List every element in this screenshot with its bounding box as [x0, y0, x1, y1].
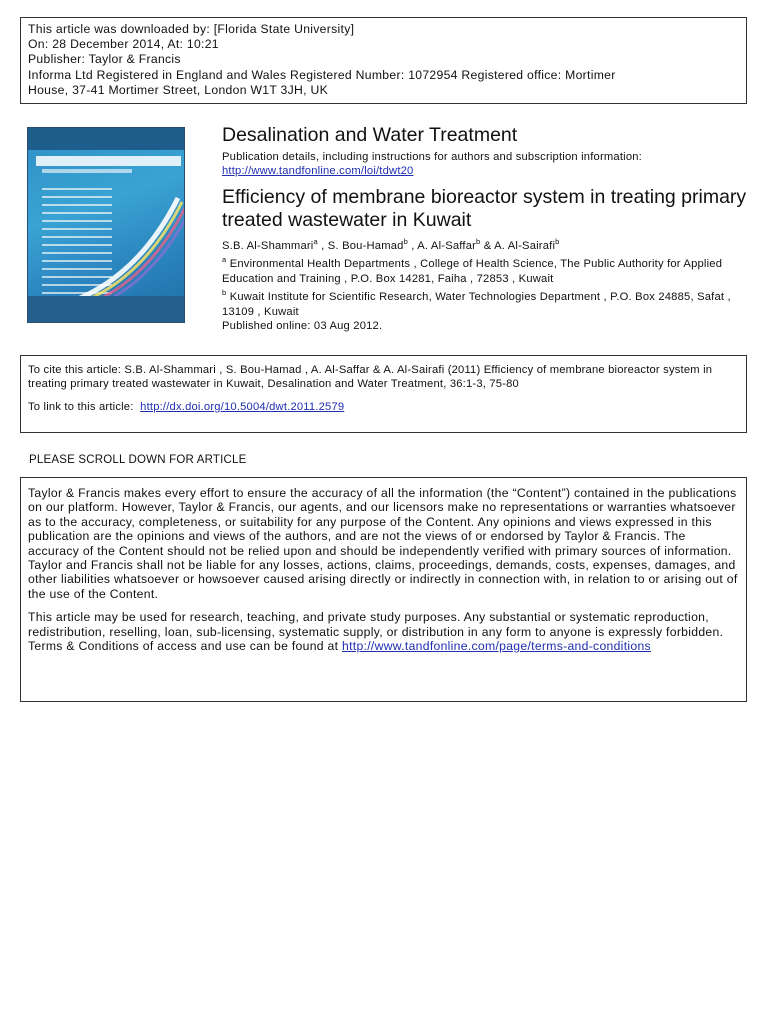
article-link-row — [28, 400, 739, 414]
affiliation-text: Environmental Health Departments , College of Health Science, The Public Authority for Applied Education and Training , P.O. Box 14281, Faiha , 72853 , Kuwait — [222, 258, 723, 285]
affiliation-list — [222, 253, 742, 334]
usage-terms-paragraph — [28, 610, 739, 653]
affiliation-text: Kuwait Institute for Scientific Research, Water Technologies Department , P.O. Box 24885, Safat , 13109 , Kuwait — [222, 291, 731, 318]
affiliation-mark: a — [222, 255, 227, 264]
citation-box — [20, 355, 747, 433]
author-separator: & — [480, 240, 495, 252]
author-list — [222, 237, 560, 252]
author-name: A. Al-Saffar — [417, 240, 477, 252]
download-line: On: 28 December 2014, At: 10:21 — [28, 37, 219, 52]
author-name: S. Bou-Hamad — [327, 240, 404, 252]
publication-details-label: Publication details, including instructions for authors and subscription information: — [222, 151, 642, 163]
affiliation-item — [222, 253, 742, 286]
author-affiliation-mark: a — [313, 237, 318, 246]
scroll-down-notice: PLEASE SCROLL DOWN FOR ARTICLE — [29, 454, 247, 466]
download-line: Publisher: Taylor & Francis — [28, 52, 181, 67]
cover-rainbow-swoosh — [28, 128, 185, 323]
article-title: Efficiency of membrane bioreactor system in treating primary treated wastewater in Kuwait — [222, 186, 747, 231]
author-name: S.B. Al-Shammari — [222, 240, 314, 252]
disclaimer-paragraph: Taylor & Francis makes every effort to ensure the accuracy of all the information (the “Content”) contained in the publications on our platform. However, Taylor & Francis, our agents, and our licensors make no representations or warranties whatsoever as to the accuracy, completeness, or suitability for any purpose of the Content. Any opinions and views expressed in this publication are the opinions and views of the authors, and are not the views of or endorsed by Taylor & Francis. The accuracy of the Content should not be relied upon and should be independently verified with primary sources of information. Taylor and Francis shall not be liable for any losses, actions, claims, proceedings, demands, costs, expenses, damages, and other liabilities whatsoever or howsoever caused arising directly or indirectly in connection with, in relation to or arising out of the use of the Content. — [28, 486, 738, 601]
author-separator: , — [407, 240, 418, 252]
journal-cover-image — [27, 127, 185, 323]
author-affiliation-mark: b — [403, 237, 408, 246]
doi-link[interactable]: http://dx.doi.org/10.5004/dwt.2011.2579 — [140, 401, 345, 413]
usage-terms-text: This article may be used for research, teaching, and private study purposes. Any substantial or systematic reproduction, redistribution, reselling, loan, sub-licensing, systematic supply, or distribution in any form to anyone is expressly forbidden. Terms & Conditions of access and use can be found at — [28, 610, 724, 654]
download-line: Informa Ltd Registered in England and Wales Registered Number: 1072954 Registered office: Mortimer — [28, 67, 616, 82]
author-name: A. Al-Sairafi — [494, 240, 556, 252]
cover-footer-band — [28, 296, 184, 322]
affiliation-item — [222, 286, 742, 319]
author-separator: , — [317, 240, 328, 252]
author-affiliation-mark: b — [476, 237, 481, 246]
download-line: This article was downloaded by: [Florida State University] — [28, 22, 355, 36]
affiliation-mark: b — [222, 288, 227, 298]
disclaimer-box — [20, 477, 747, 702]
download-line: House, 37-41 Mortimer Street, London W1T 3JH, UK — [28, 82, 329, 97]
publication-details — [222, 150, 642, 178]
journal-name: Desalination and Water Treatment — [222, 124, 518, 146]
article-link-label: To link to this article: — [28, 401, 134, 413]
author-affiliation-mark: b — [555, 237, 560, 246]
journal-url-link[interactable]: http://www.tandfonline.com/loi/tdwt20 — [222, 165, 414, 177]
download-info-box — [20, 17, 747, 104]
published-date: Published online: 03 Aug 2012. — [222, 320, 383, 333]
citation-text: To cite this article: S.B. Al-Shammari , S. Bou-Hamad , A. Al-Saffar & A. Al-Sairafi (2011) Efficiency of membrane bioreactor system in treating primary treated wastewater in Kuwait, Desalination and Water Treatment, 36:1-3, 75-80 — [28, 364, 713, 390]
terms-conditions-link[interactable]: http://www.tandfonline.com/page/terms-and-conditions — [342, 639, 651, 654]
